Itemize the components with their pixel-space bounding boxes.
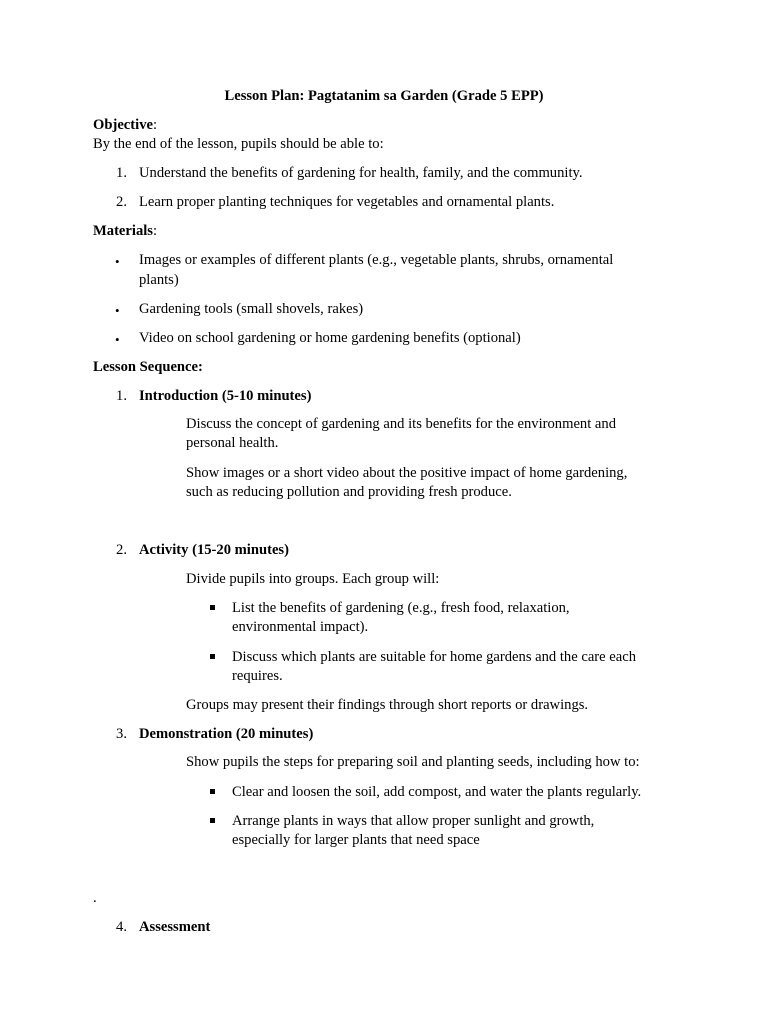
step-heading-demonstration: Demonstration (20 minutes) — [139, 726, 314, 742]
step-subitem-continued: requires. — [232, 668, 283, 684]
step-paragraph-continued: such as reducing pollution and providing fresh produce. — [186, 484, 512, 500]
square-bullet-icon — [210, 605, 215, 610]
objective-item: Learn proper planting techniques for vegetables and ornamental plants. — [139, 194, 555, 210]
bullet-icon: • — [115, 254, 120, 269]
step-subitem: Clear and loosen the soil, add compost, and water the plants regularly. — [232, 784, 642, 800]
materials-item: Video on school gardening or home gardening benefits (optional) — [139, 330, 521, 346]
step-number: 4. — [116, 919, 127, 935]
lesson-sequence-heading: Lesson Sequence: — [93, 359, 203, 375]
square-bullet-icon — [210, 818, 215, 823]
step-heading-activity: Activity (15-20 minutes) — [139, 542, 289, 558]
step-subitem: Arrange plants in ways that allow proper sunlight and growth, — [232, 813, 595, 829]
page-title: Lesson Plan: Pagtatanim sa Garden (Grade 5 EPP) — [224, 88, 544, 104]
step-subitem-continued: environmental impact). — [232, 619, 369, 635]
materials-colon: : — [152, 223, 158, 239]
step-paragraph: Discuss the concept of gardening and its benefits for the environment and — [186, 416, 616, 432]
objective-item: Understand the benefits of gardening for health, family, and the community. — [139, 165, 583, 181]
objective-item-number: 2. — [116, 194, 127, 210]
bullet-icon: • — [115, 332, 120, 347]
objective-intro: By the end of the lesson, pupils should be able to: — [93, 136, 384, 152]
step-heading-introduction: Introduction (5-10 minutes) — [139, 388, 312, 404]
step-number: 1. — [116, 388, 127, 404]
step-number: 2. — [116, 542, 127, 558]
step-subitem-continued: especially for larger plants that need space — [232, 832, 480, 848]
step-subitem: Discuss which plants are suitable for home gardens and the care each — [232, 649, 637, 665]
materials-item: Images or examples of different plants (e.g., vegetable plants, shrubs, ornamental — [139, 252, 614, 268]
stray-dot: . — [93, 890, 97, 906]
step-number: 3. — [116, 726, 127, 742]
step-paragraph: Show images or a short video about the positive impact of home gardening, — [186, 465, 628, 481]
step-heading-assessment: Assessment — [139, 919, 211, 935]
objective-label: Objective — [93, 117, 153, 133]
objective-colon: : — [152, 117, 158, 133]
objective-heading — [93, 116, 157, 136]
square-bullet-icon — [210, 654, 215, 659]
step-outro: Groups may present their findings through short reports or drawings. — [186, 697, 589, 713]
step-intro: Show pupils the steps for preparing soil and planting seeds, including how to: — [186, 754, 640, 770]
step-subitem: List the benefits of gardening (e.g., fresh food, relaxation, — [232, 600, 570, 616]
objective-item-number: 1. — [116, 165, 127, 181]
step-intro: Divide pupils into groups. Each group will: — [186, 571, 440, 587]
materials-item: Gardening tools (small shovels, rakes) — [139, 301, 364, 317]
square-bullet-icon — [210, 789, 215, 794]
materials-label: Materials — [93, 223, 153, 239]
bullet-icon: • — [115, 303, 120, 318]
step-paragraph-continued: personal health. — [186, 435, 279, 451]
materials-heading — [93, 222, 157, 242]
materials-item-continued: plants) — [139, 272, 179, 288]
